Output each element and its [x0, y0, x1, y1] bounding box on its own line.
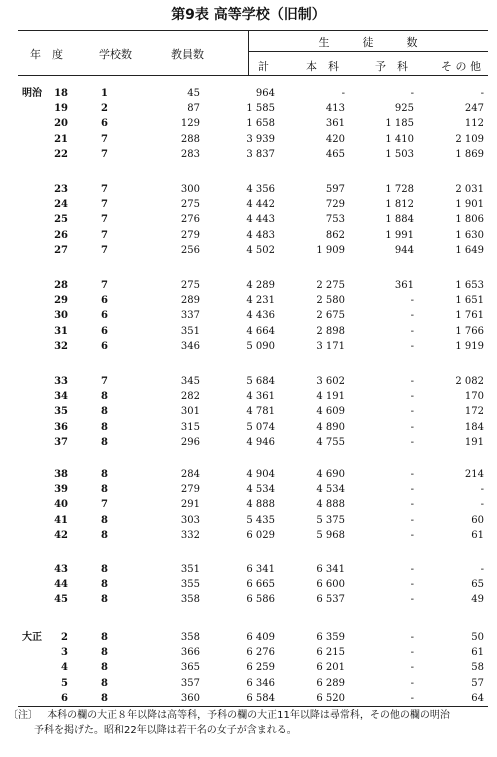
total-cell: 6 346 — [246, 677, 275, 689]
teachers-cell: 275 — [180, 199, 200, 211]
honka-cell: - — [341, 88, 345, 99]
honka-cell: 6 537 — [316, 594, 345, 606]
honka-cell: 3 602 — [316, 376, 345, 387]
teachers-cell: 289 — [180, 295, 200, 307]
honka-cell: 2 275 — [316, 280, 345, 291]
other-cell: 112 — [464, 118, 484, 130]
other-cell: 61 — [471, 647, 484, 659]
year-cell: 2 — [61, 632, 68, 643]
honka-cell: 465 — [325, 148, 345, 160]
honka-cell: 6 600 — [316, 579, 345, 591]
schools-cell: 8 — [101, 647, 108, 659]
other-cell: 1 653 — [455, 280, 484, 291]
teachers-cell: 365 — [180, 662, 200, 674]
honka-cell: 6 359 — [316, 632, 345, 643]
year-cell: 22 — [54, 148, 68, 160]
yoka-cell: - — [410, 325, 414, 337]
schools-cell: 7 — [101, 148, 108, 160]
schools-cell: 8 — [101, 436, 108, 448]
total-cell: 3 837 — [246, 148, 275, 160]
schools-cell: 8 — [101, 484, 108, 496]
teachers-cell: 284 — [180, 469, 200, 480]
schools-cell: 1 — [101, 88, 108, 99]
schools-cell: 8 — [101, 677, 108, 689]
honka-cell: 4 888 — [316, 499, 345, 511]
yoka-cell: 361 — [394, 280, 414, 291]
teachers-cell: 337 — [180, 310, 200, 322]
total-cell: 6 259 — [246, 662, 275, 674]
total-cell: 5 074 — [246, 421, 275, 433]
yoka-cell: 925 — [394, 103, 414, 115]
schools-cell: 8 — [101, 692, 108, 704]
schools-cell: 7 — [101, 199, 108, 211]
honka-cell: 4 755 — [316, 436, 345, 448]
other-cell: 61 — [471, 529, 484, 541]
footnote-label: 〔注〕 — [8, 710, 38, 721]
year-cell: 20 — [54, 118, 68, 130]
total-cell: 6 341 — [246, 564, 275, 575]
year-cell: 41 — [54, 514, 68, 526]
total-cell: 6 029 — [246, 529, 275, 541]
yoka-cell: - — [410, 564, 414, 575]
other-cell: 49 — [471, 594, 484, 606]
yoka-cell: - — [410, 579, 414, 591]
yoka-cell: - — [410, 632, 414, 643]
total-cell: 4 904 — [246, 469, 275, 480]
top-rule — [18, 30, 488, 31]
teachers-cell: 283 — [180, 148, 200, 160]
other-cell: - — [480, 564, 484, 575]
total-cell: 5 684 — [246, 376, 275, 387]
other-cell: 2 109 — [455, 133, 484, 145]
year-cell: 28 — [54, 280, 68, 291]
other-cell: - — [480, 484, 484, 496]
honka-cell: 4 609 — [316, 406, 345, 418]
year-cell: 3 — [61, 647, 68, 659]
year-cell: 39 — [54, 484, 68, 496]
honka-cell: 5 375 — [316, 514, 345, 526]
schools-cell: 7 — [101, 376, 108, 387]
total-cell: 4 946 — [246, 436, 275, 448]
year-cell: 42 — [54, 529, 68, 541]
schools-cell: 8 — [101, 632, 108, 643]
header-other: そ の 他 — [441, 60, 481, 73]
yoka-cell: - — [410, 469, 414, 480]
yoka-cell: - — [410, 88, 414, 99]
total-cell: 6 665 — [246, 579, 275, 591]
honka-cell: 753 — [325, 214, 345, 226]
year-cell: 19 — [54, 103, 68, 115]
schools-cell: 6 — [101, 340, 108, 352]
teachers-cell: 129 — [180, 118, 200, 130]
other-cell: 65 — [471, 579, 484, 591]
yoka-cell: 1 185 — [385, 118, 414, 130]
header-teachers: 教員数 — [171, 48, 204, 61]
yoka-cell: 1 991 — [385, 229, 414, 241]
table-title: 第9表 高等学校（旧制） — [171, 7, 326, 23]
total-cell: 4 356 — [246, 184, 275, 195]
schools-cell: 8 — [101, 662, 108, 674]
yoka-cell: 1 410 — [385, 133, 414, 145]
schools-cell: 8 — [101, 564, 108, 575]
other-cell: - — [480, 88, 484, 99]
teachers-cell: 301 — [180, 406, 200, 418]
other-cell: - — [480, 499, 484, 511]
total-cell: 1 585 — [246, 103, 275, 115]
teachers-cell: 351 — [180, 564, 200, 575]
teachers-cell: 45 — [187, 88, 200, 99]
teachers-cell: 279 — [180, 229, 200, 241]
schools-cell: 8 — [101, 469, 108, 480]
bottom-rule — [18, 706, 488, 707]
yoka-cell: 944 — [394, 244, 414, 256]
other-cell: 57 — [471, 677, 484, 689]
schools-cell: 8 — [101, 594, 108, 606]
header-honka: 本 科 — [306, 60, 339, 73]
honka-cell: 2 898 — [316, 325, 345, 337]
yoka-cell: - — [410, 436, 414, 448]
honka-cell: 4 191 — [316, 391, 345, 403]
honka-cell: 6 520 — [316, 692, 345, 704]
year-cell: 45 — [54, 594, 68, 606]
year-cell: 44 — [54, 579, 68, 591]
yoka-cell: - — [410, 499, 414, 511]
honka-cell: 361 — [325, 118, 345, 130]
year-cell: 4 — [61, 662, 68, 674]
other-cell: 214 — [464, 469, 484, 480]
teachers-cell: 276 — [180, 214, 200, 226]
yoka-cell: - — [410, 662, 414, 674]
footnote — [8, 708, 490, 738]
total-cell: 3 939 — [246, 133, 275, 145]
honka-cell: 413 — [325, 103, 345, 115]
total-cell: 4 231 — [246, 295, 275, 307]
year-cell: 18 — [54, 88, 68, 99]
year-cell: 27 — [54, 244, 68, 256]
other-cell: 191 — [464, 436, 484, 448]
other-cell: 1 651 — [455, 295, 484, 307]
teachers-cell: 355 — [180, 579, 200, 591]
header-mid-rule — [248, 51, 488, 52]
schools-cell: 7 — [101, 499, 108, 511]
total-cell: 964 — [255, 88, 275, 99]
total-cell: 4 289 — [246, 280, 275, 291]
teachers-cell: 358 — [180, 594, 200, 606]
schools-cell: 8 — [101, 391, 108, 403]
teachers-cell: 366 — [180, 647, 200, 659]
header-total: 計 — [258, 60, 269, 73]
year-cell: 26 — [54, 229, 68, 241]
honka-cell: 6 289 — [316, 677, 345, 689]
honka-cell: 420 — [325, 133, 345, 145]
honka-cell: 597 — [325, 184, 345, 195]
other-cell: 2 082 — [455, 376, 484, 387]
schools-cell: 6 — [101, 295, 108, 307]
other-cell: 1 869 — [455, 148, 484, 160]
schools-cell: 7 — [101, 133, 108, 145]
year-cell: 6 — [61, 692, 68, 704]
honka-cell: 6 341 — [316, 564, 345, 575]
teachers-cell: 351 — [180, 325, 200, 337]
total-cell: 6 584 — [246, 692, 275, 704]
schools-cell: 8 — [101, 579, 108, 591]
teachers-cell: 360 — [180, 692, 200, 704]
header-yoka: 予 科 — [375, 60, 408, 73]
year-cell: 38 — [54, 469, 68, 480]
schools-cell: 7 — [101, 229, 108, 241]
year-cell: 5 — [61, 677, 68, 689]
total-cell: 5 435 — [246, 514, 275, 526]
total-cell: 4 664 — [246, 325, 275, 337]
schools-cell: 8 — [101, 421, 108, 433]
year-cell: 34 — [54, 391, 68, 403]
total-cell: 4 361 — [246, 391, 275, 403]
teachers-cell: 275 — [180, 280, 200, 291]
yoka-cell: - — [410, 692, 414, 704]
total-cell: 4 436 — [246, 310, 275, 322]
yoka-cell: - — [410, 391, 414, 403]
year-cell: 31 — [54, 325, 68, 337]
schools-cell: 6 — [101, 325, 108, 337]
yoka-cell: - — [410, 295, 414, 307]
other-cell: 172 — [464, 406, 484, 418]
year-cell: 32 — [54, 340, 68, 352]
yoka-cell: 1 728 — [385, 184, 414, 195]
total-cell: 4 443 — [246, 214, 275, 226]
honka-cell: 2 580 — [316, 295, 345, 307]
year-cell: 30 — [54, 310, 68, 322]
year-cell: 21 — [54, 133, 68, 145]
teachers-cell: 279 — [180, 484, 200, 496]
other-cell: 184 — [464, 421, 484, 433]
other-cell: 1 901 — [455, 199, 484, 211]
schools-cell: 8 — [101, 514, 108, 526]
other-cell: 58 — [471, 662, 484, 674]
teachers-cell: 296 — [180, 436, 200, 448]
year-cell: 35 — [54, 406, 68, 418]
footnote-line-2: 予科を掲げた。昭和22年以降は若干名の女子が含まれる。 — [34, 725, 297, 736]
total-cell: 6 276 — [246, 647, 275, 659]
other-cell: 170 — [464, 391, 484, 403]
footnote-line-1: 本科の欄の大正８年以降は高等科，予科の欄の大正11年以降は尋常科，その他の欄の明治 — [47, 710, 450, 721]
schools-cell: 2 — [101, 103, 108, 115]
other-cell: 60 — [471, 514, 484, 526]
total-cell: 6 409 — [246, 632, 275, 643]
yoka-cell: 1 812 — [385, 199, 414, 211]
yoka-cell: - — [410, 406, 414, 418]
yoka-cell: 1 884 — [385, 214, 414, 226]
total-cell: 4 502 — [246, 244, 275, 256]
total-cell: 6 586 — [246, 594, 275, 606]
teachers-cell: 303 — [180, 514, 200, 526]
other-cell: 1 761 — [455, 310, 484, 322]
total-cell: 4 483 — [246, 229, 275, 241]
header-students: 生 徒 数 — [318, 36, 418, 49]
other-cell: 1 806 — [455, 214, 484, 226]
total-cell: 1 658 — [246, 118, 275, 130]
schools-cell: 6 — [101, 310, 108, 322]
teachers-cell: 288 — [180, 133, 200, 145]
schools-cell: 7 — [101, 184, 108, 195]
teachers-cell: 357 — [180, 677, 200, 689]
yoka-cell: - — [410, 310, 414, 322]
yoka-cell: - — [410, 340, 414, 352]
yoka-cell: - — [410, 514, 414, 526]
era-label: 大正 — [22, 632, 42, 643]
schools-cell: 7 — [101, 214, 108, 226]
year-cell: 37 — [54, 436, 68, 448]
honka-cell: 2 675 — [316, 310, 345, 322]
honka-cell: 5 968 — [316, 529, 345, 541]
teachers-cell: 358 — [180, 632, 200, 643]
other-cell: 1 919 — [455, 340, 484, 352]
schools-cell: 6 — [101, 118, 108, 130]
year-cell: 24 — [54, 199, 68, 211]
other-cell: 1 649 — [455, 244, 484, 256]
honka-cell: 862 — [325, 229, 345, 241]
teachers-cell: 300 — [180, 184, 200, 195]
yoka-cell: - — [410, 529, 414, 541]
other-cell: 50 — [471, 632, 484, 643]
total-cell: 4 781 — [246, 406, 275, 418]
honka-cell: 3 171 — [316, 340, 345, 352]
other-cell: 64 — [471, 692, 484, 704]
teachers-cell: 87 — [187, 103, 200, 115]
schools-cell: 8 — [101, 529, 108, 541]
yoka-cell: - — [410, 421, 414, 433]
other-cell: 1 630 — [455, 229, 484, 241]
teachers-cell: 345 — [180, 376, 200, 387]
yoka-cell: - — [410, 647, 414, 659]
year-cell: 43 — [54, 564, 68, 575]
other-cell: 2 031 — [455, 184, 484, 195]
year-cell: 29 — [54, 295, 68, 307]
year-cell: 40 — [54, 499, 68, 511]
honka-cell: 6 215 — [316, 647, 345, 659]
honka-cell: 1 909 — [316, 244, 345, 256]
total-cell: 4 888 — [246, 499, 275, 511]
total-cell: 4 534 — [246, 484, 275, 496]
yoka-cell: 1 503 — [385, 148, 414, 160]
schools-cell: 7 — [101, 244, 108, 256]
honka-cell: 4 690 — [316, 469, 345, 480]
total-cell: 5 090 — [246, 340, 275, 352]
yoka-cell: - — [410, 484, 414, 496]
header-schools: 学校数 — [99, 48, 132, 61]
year-cell: 36 — [54, 421, 68, 433]
year-cell: 23 — [54, 184, 68, 195]
honka-cell: 6 201 — [316, 662, 345, 674]
yoka-cell: - — [410, 376, 414, 387]
teachers-cell: 256 — [180, 244, 200, 256]
total-cell: 4 442 — [246, 199, 275, 211]
teachers-cell: 291 — [180, 499, 200, 511]
teachers-cell: 332 — [180, 529, 200, 541]
other-cell: 1 766 — [455, 325, 484, 337]
other-cell: 247 — [464, 103, 484, 115]
honka-cell: 4 890 — [316, 421, 345, 433]
yoka-cell: - — [410, 677, 414, 689]
header-bottom-rule — [18, 75, 488, 76]
honka-cell: 4 534 — [316, 484, 345, 496]
year-cell: 33 — [54, 376, 68, 387]
era-label: 明治 — [22, 88, 42, 99]
honka-cell: 729 — [325, 199, 345, 211]
header-year: 年 度 — [30, 48, 63, 61]
teachers-cell: 346 — [180, 340, 200, 352]
teachers-cell: 315 — [180, 421, 200, 433]
yoka-cell: - — [410, 594, 414, 606]
year-cell: 25 — [54, 214, 68, 226]
schools-cell: 8 — [101, 406, 108, 418]
schools-cell: 7 — [101, 280, 108, 291]
teachers-cell: 282 — [180, 391, 200, 403]
